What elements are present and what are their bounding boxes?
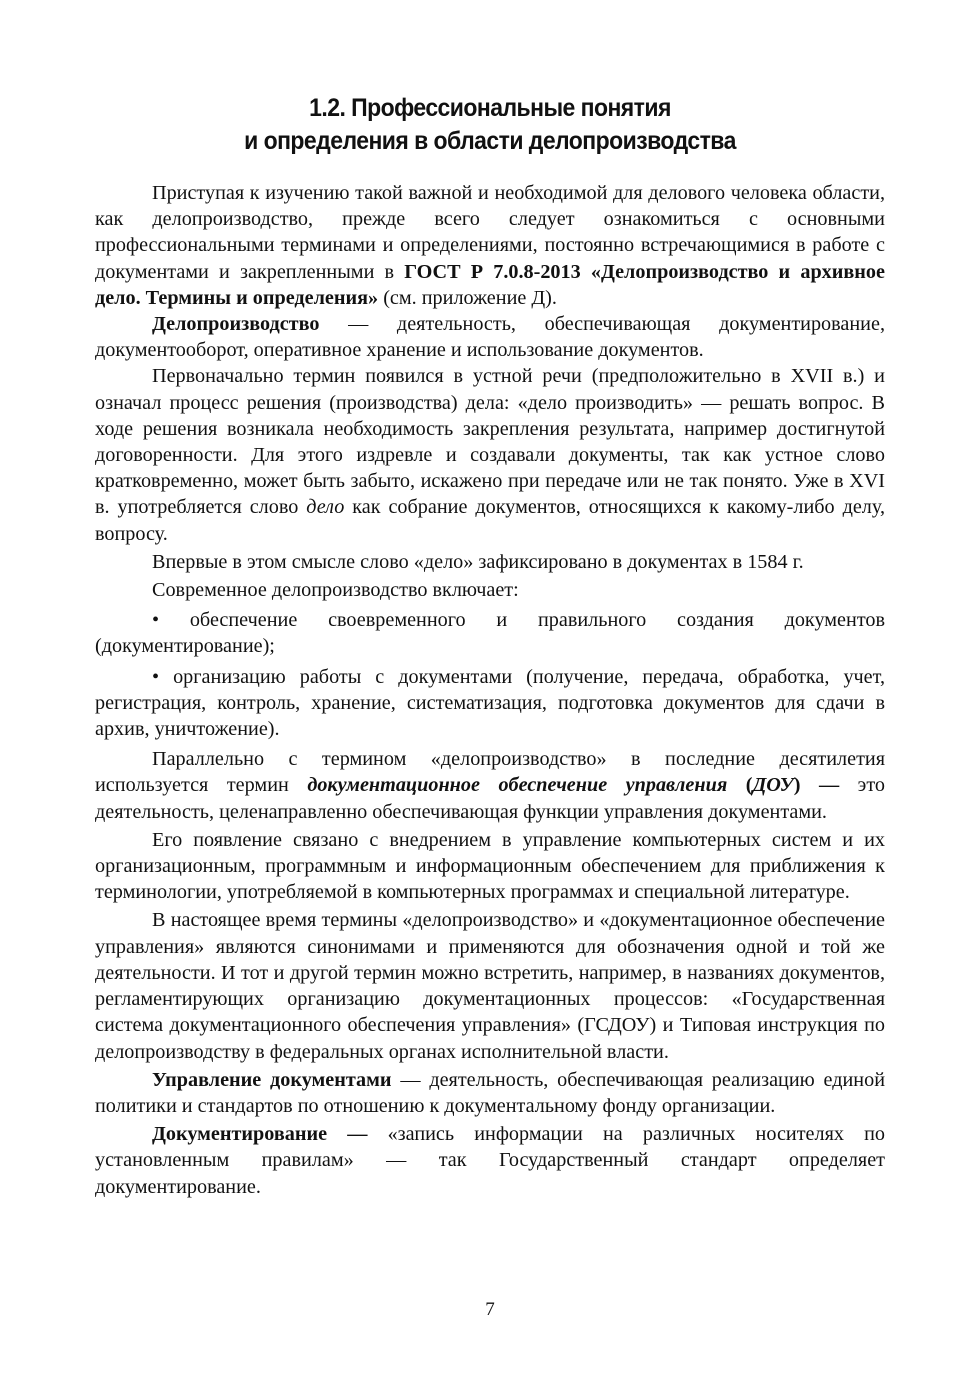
term-upravlenie-dokumentami: Управление документами (152, 1068, 392, 1091)
paragraph-history (95, 363, 885, 546)
paragraph-first-mention: Впервые в этом смысле слово «дело» зафиксировано в документах в 1584 г. (152, 550, 804, 573)
term-dokumentirovanie: Документирование — (152, 1123, 368, 1146)
paragraph-includes: Современное делопроизводство включает: (152, 579, 519, 602)
definition-dokumentirovanie: «запись информации на различных носителях по установленным правилам» — так Государственный стандарт определяет документирование. (95, 1123, 885, 1198)
paragraph-synonyms: В настоящее время термины «делопроизводство» и «документационное обеспечение управления» являются синонимами и применяются для обозначения одной и той же деятельности. И тот и другой термин можно встретить, например, в названиях документов, регламентирующих организацию документационных процессов: «Государственная система документационного обеспечения управления» (ГСДОУ) и Типовая инструкция по делопроизводству в федеральных органах исполнительной власти. (95, 909, 885, 1063)
paragraph-history-text: Первоначально термин появился в устной речи (предположительно в XVII в.) и означал процесс решения (производства) дела: «дело производить» — решать вопрос. В ходе решения возникала необходимость закрепления результата, например достигнутой договоренности. Для этого издревле и создавали документы, так как устное слово кратковременно, может быть забыто, искажено при передаче или не так понято. Уже в XVI в. употребляется слово (95, 365, 885, 519)
paragraph-intro-text: Приступая к изучению такой важной и необходимой для делового человека области, как делопроизводство, прежде всего следует ознакомиться с основными профессиональными терминами и определениями, постоянно встречающимися в работе с документами и закрепленными в (95, 182, 885, 283)
gost-reference: ГОСТ Р 7.0.8-2013 «Делопроизводство и архивное дело. Термины и определения» (95, 260, 885, 309)
paragraph-intro (95, 180, 885, 311)
heading-line-2: и определения в области делопроизводства (244, 127, 736, 155)
paragraph-origin: Его появление связано с внедрением в управление компьютерных систем и их организационным, программным и информационным обеспечением для приближения к терминологии, употребляемой в компьютерных программах и специальной литературе. (95, 828, 885, 904)
term-dou-italic: документационное обеспечение управления (307, 774, 728, 797)
paragraph-definition-delo (95, 311, 885, 363)
paragraph-history-tail: как собрание документов, относящихся к какому-либо делу, вопросу. (95, 496, 885, 545)
term-dou-close: ) — (793, 774, 840, 797)
paragraph-definition-documenting (95, 1121, 885, 1200)
paragraph-dou (95, 746, 885, 825)
paragraph-dou-tail: это деятельность, целенаправленно обеспечивающая функции управления документами. (95, 774, 885, 823)
definition-upravlenie-dokumentami: — деятельность, обеспечивающая реализацию единой политики и стандартов по отношению к документальному фонду организации. (95, 1068, 886, 1117)
list-item: • обеспечение своевременного и правильного создания документов (документирование); (95, 609, 885, 658)
term-deloproizvodstvo: Делопроизводство (152, 313, 320, 336)
paragraph-dou-text: Параллельно с термином «делопроизводство» в последние десятилетия используется термин (95, 748, 885, 797)
list-item: • организацию работы с документами (получение, передача, обработка, учет, регистрация, контроль, хранение, систематизация, подготовка документов для сдачи в архив, уничтожение). (95, 665, 885, 741)
term-dou-open: ( (727, 774, 753, 797)
body-text (95, 180, 885, 1200)
italic-word-delo: дело (306, 496, 345, 519)
section-heading (127, 92, 854, 158)
paragraph-intro-tail: (см. приложение Д). (378, 286, 557, 309)
paragraph-definition-records (95, 1067, 885, 1119)
page-number: 7 (485, 1299, 495, 1320)
heading-line-1: 1.2. Профессиональные понятия (309, 94, 671, 122)
term-dou-abbr: ДОУ (752, 774, 794, 797)
definition-deloproizvodstvo: — деятельность, обеспечивающая документирование, документооборот, оперативное хранение и использование документов. (95, 313, 885, 362)
